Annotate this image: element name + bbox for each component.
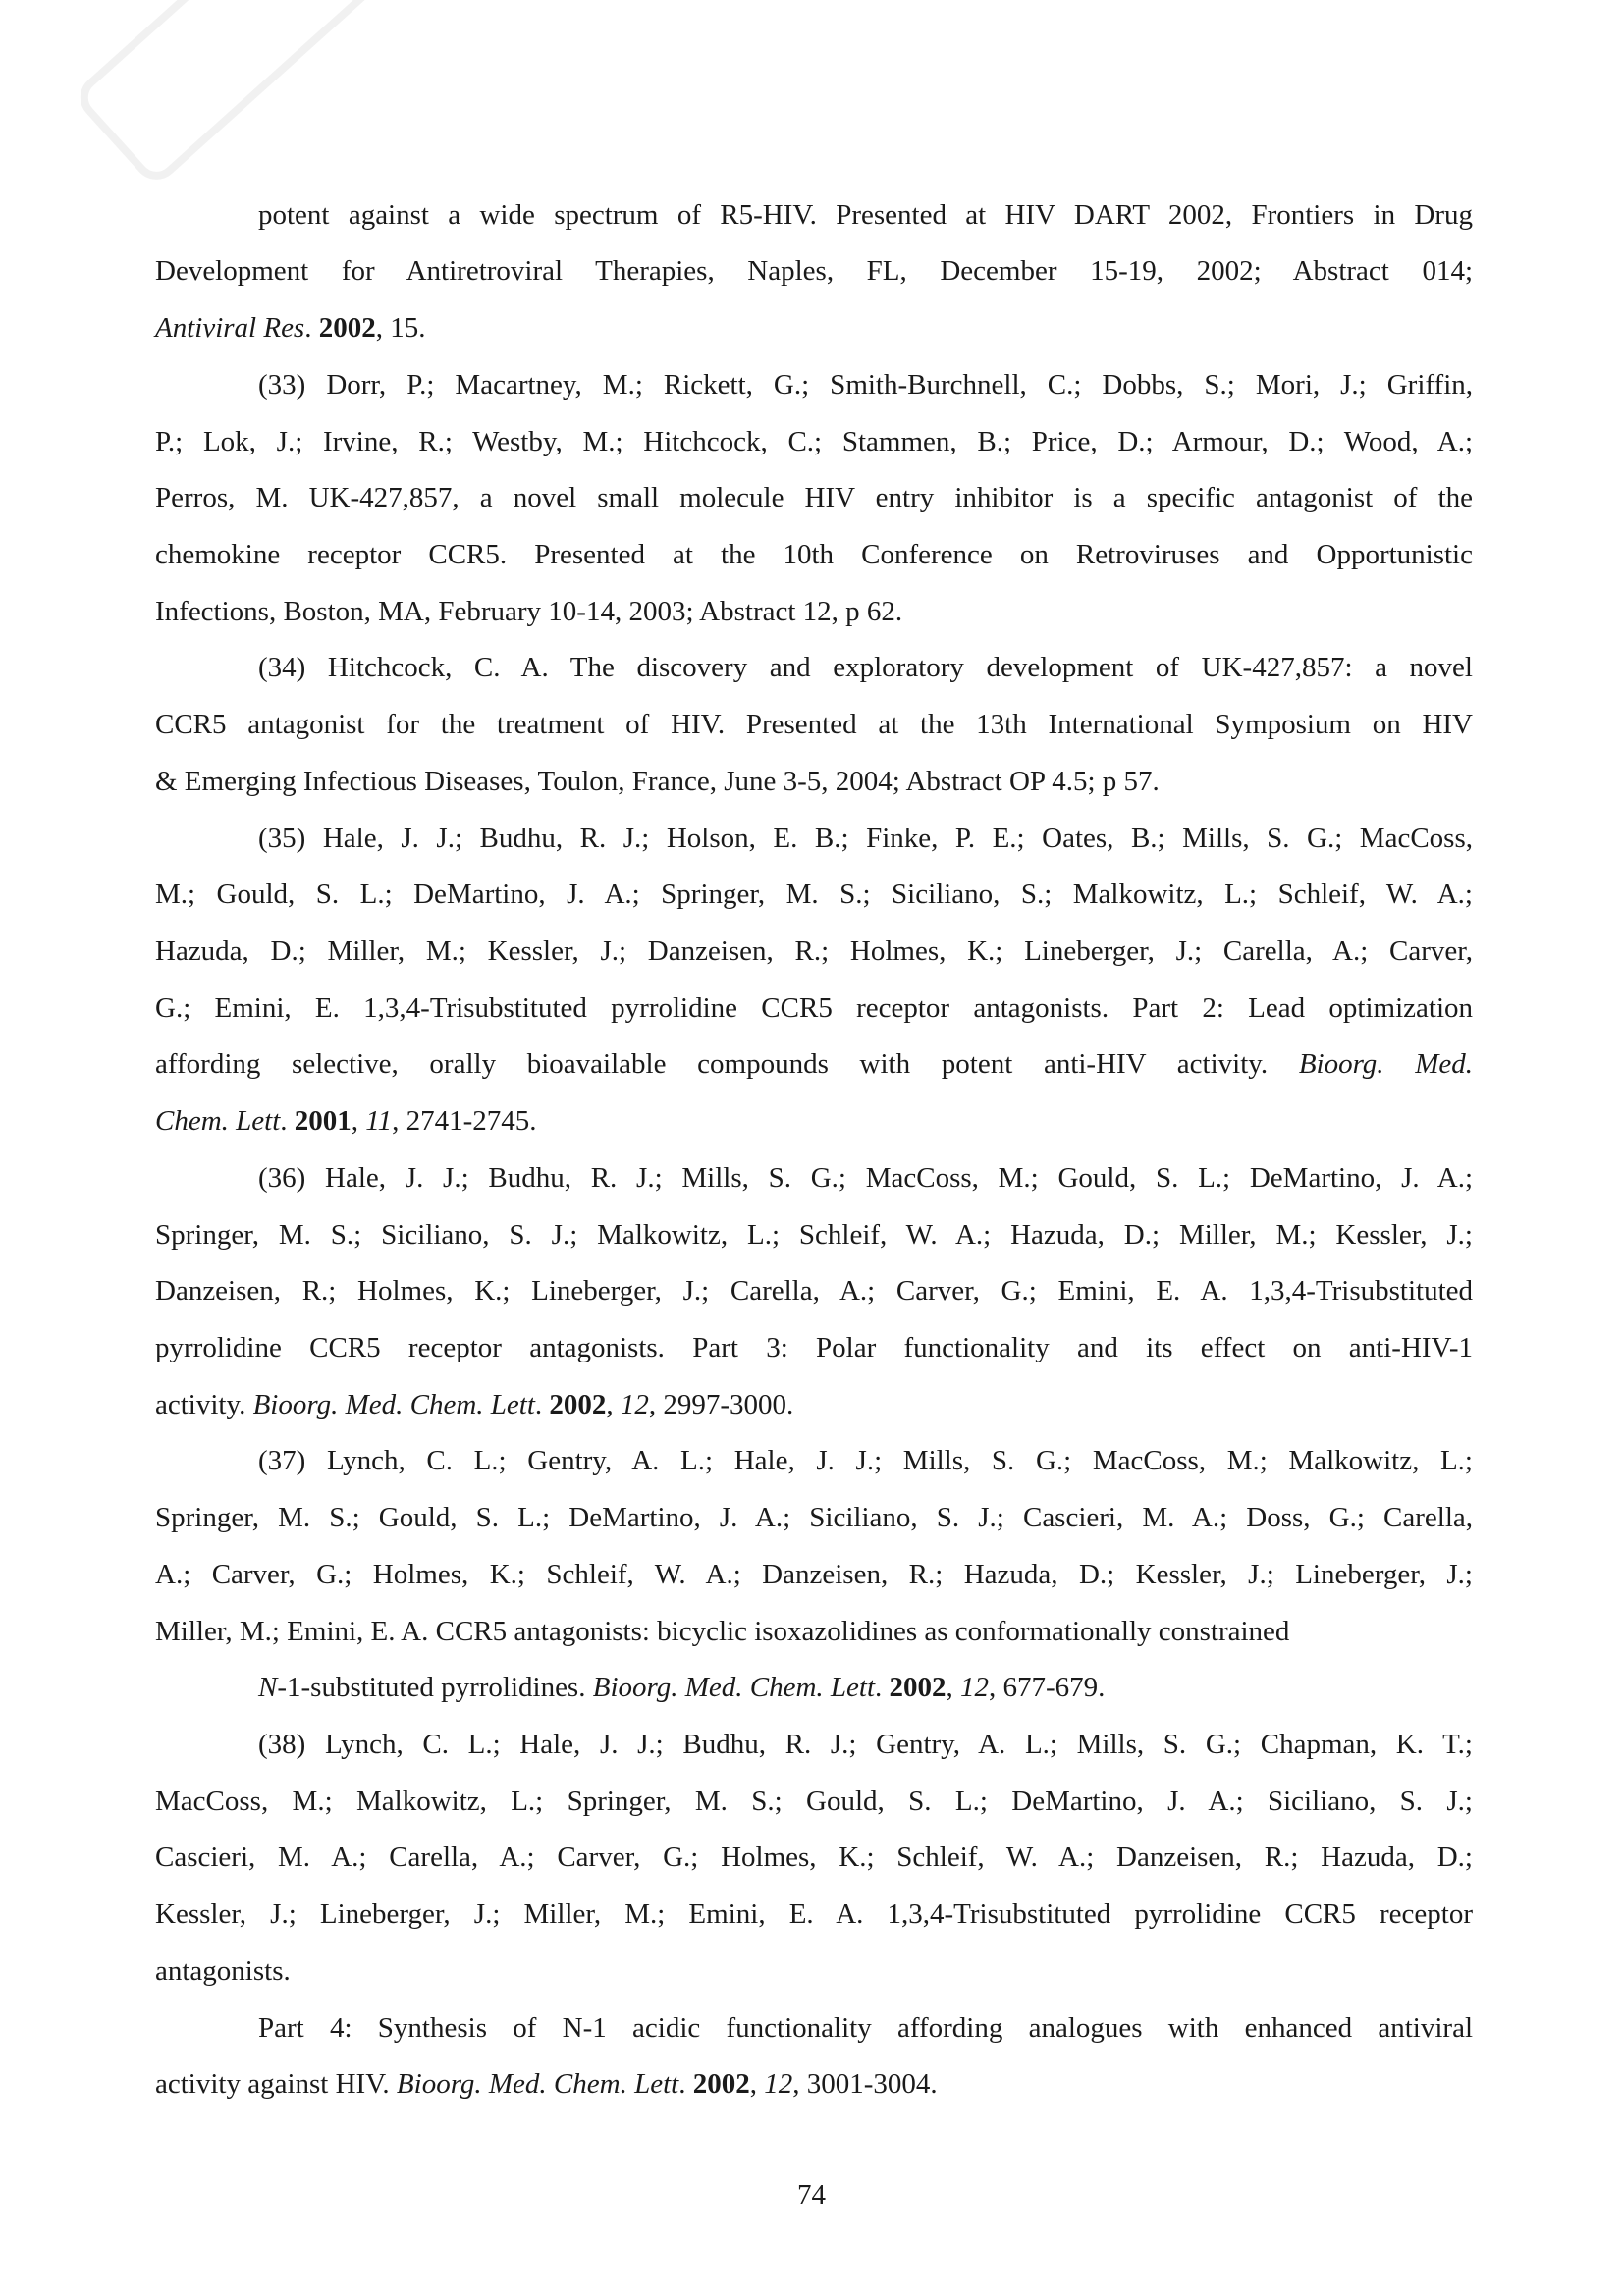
text-line [258,1668,1473,1707]
text-run: Springer, M. S.; Siciliano, S. J.; Malkowitz, L.; Schleif, W. A.; Hazuda, D.; Miller, M.; Kessler, J.; [155,1219,1473,1251]
text-line [155,308,1473,347]
text-line [155,1555,1473,1594]
text-line [155,1782,1473,1821]
text-run: Bioorg. Med. Chem. Lett [592,1672,876,1703]
text-run: Bioorg. Med. Chem. Lett [252,1389,535,1420]
text-line [155,1895,1473,1934]
text-run: CCR5 antagonist for the treatment of HIV. Presented at the 13th International Symposium on HIV [155,709,1473,740]
text-run: , [749,2068,765,2100]
text-run: 11 [365,1105,393,1137]
text-run: Bioorg. Med. [1298,1048,1474,1080]
text-run: Hazuda, D.; Miller, M.; Kessler, J.; Danzeisen, R.; Holmes, K.; Lineberger, J.; Carella, A.; Carver, [155,935,1473,967]
text-line [155,1101,1473,1141]
text-line [155,932,1473,971]
text-run: . [678,2068,693,2100]
text-line [155,2064,1473,2104]
text-run: , [946,1672,961,1703]
text-run: activity against HIV. [155,2068,397,2100]
text-run: M.; Gould, S. L.; DeMartino, J. A.; Springer, M. S.; Siciliano, S.; Malkowitz, L.; Schleif, W. A.; [155,879,1473,910]
text-line [155,1044,1473,1084]
text-run: (36) Hale, J. J.; Budhu, R. J.; Mills, S. G.; MacCoss, M.; Gould, S. L.; DeMartino, J. A.; [258,1162,1473,1194]
text-run: 12 [764,2068,793,2100]
text-run: Kessler, J.; Lineberger, J.; Miller, M.; Emini, E. A. 1,3,4-Trisubstituted pyrrolidine CCR5 receptor [155,1898,1473,1930]
text-run: Bioorg. Med. Chem. Lett [396,2068,679,2100]
text-run: 12 [960,1672,990,1703]
text-run: (33) Dorr, P.; Macartney, M.; Rickett, G.; Smith-Burchnell, C.; Dobbs, S.; Mori, J.; Griffin, [258,369,1473,400]
text-run: Development for Antiretroviral Therapies, Naples, FL, December 15-19, 2002; Abstract 014; [155,255,1473,287]
text-run: MacCoss, M.; Malkowitz, L.; Springer, M. S.; Gould, S. L.; DeMartino, J. A.; Siciliano, S. J.; [155,1786,1473,1817]
text-run: N [258,1672,278,1703]
text-line [155,251,1473,291]
text-run: , [606,1389,621,1420]
text-run: (35) Hale, J. J.; Budhu, R. J.; Holson, E. B.; Finke, P. E.; Oates, B.; Mills, S. G.; MacCoss, [258,823,1473,854]
text-run: Cascieri, M. A.; Carella, A.; Carver, G.; Holmes, K.; Schleif, W. A.; Danzeisen, R.; Hazuda, D.; [155,1842,1473,1873]
text-run: 12 [620,1389,649,1420]
text-run: Part 4: Synthesis of N-1 acidic functionality affording analogues with enhanced antiviral [258,2012,1473,2044]
text-run: 2002 [889,1672,947,1703]
text-run: , 2997-3000. [648,1389,794,1420]
text-line [258,1441,1473,1480]
text-run: & Emerging Infectious Diseases, Toulon, France, June 3-5, 2004; Abstract OP 4.5; p 57. [155,766,1160,797]
text-line [155,478,1473,517]
text-line [258,1725,1473,1764]
text-run: potent against a wide spectrum of R5-HIV. Presented at HIV DART 2002, Frontiers in Drug [258,199,1473,231]
text-run: (38) Lynch, C. L.; Hale, J. J.; Budhu, R. J.; Gentry, A. L.; Mills, S. G.; Chapman, K. T.; [258,1729,1473,1760]
text-line [155,1328,1473,1367]
text-run: 2002 [692,2068,750,2100]
text-run: . [280,1105,295,1137]
text-run: affording selective, orally bioavailable compounds with potent anti-HIV activity. [155,1048,1299,1080]
text-line [155,592,1473,631]
text-run: 2002 [549,1389,607,1420]
text-line [258,819,1473,858]
text-line [155,988,1473,1028]
text-line [155,705,1473,744]
text-run: chemokine receptor CCR5. Presented at the 10th Conference on Retroviruses and Opportunistic [155,539,1473,570]
text-line [258,365,1473,404]
text-run: . [534,1389,550,1420]
text-run: Springer, M. S.; Gould, S. L.; DeMartino, J. A.; Siciliano, S. J.; Cascieri, M. A.; Doss, G.; Carella, [155,1502,1473,1533]
text-run: P.; Lok, J.; Irvine, R.; Westby, M.; Hitchcock, C.; Stammen, B.; Price, D.; Armour, D.; Wood, A.; [155,426,1473,457]
text-run: (34) Hitchcock, C. A. The discovery and exploratory development of UK-427,857: a novel [258,652,1473,683]
text-line [155,1951,1473,1991]
text-run: Antiviral Res [155,312,305,344]
text-run: , [351,1105,366,1137]
text-run: antagonists. [155,1955,291,1987]
text-line [155,1271,1473,1310]
text-line [155,1215,1473,1255]
text-line [258,1158,1473,1198]
text-run: Miller, M.; Emini, E. A. CCR5 antagonists: bicyclic isoxazolidines as conformationally constrained [155,1616,1290,1647]
text-run: , 2741-2745. [392,1105,537,1137]
text-line [155,875,1473,914]
text-line [155,1838,1473,1877]
text-line [155,1498,1473,1537]
text-run: -1-substituted pyrrolidines. [277,1672,593,1703]
text-run: (37) Lynch, C. L.; Gentry, A. L.; Hale, J. J.; Mills, S. G.; MacCoss, M.; Malkowitz, L.; [258,1445,1473,1476]
text-run: G.; Emini, E. 1,3,4-Trisubstituted pyrrolidine CCR5 receptor antagonists. Part 2: Lead optimization [155,992,1473,1024]
text-run: 2001 [294,1105,352,1137]
text-run: Chem. Lett [155,1105,281,1137]
text-line [155,762,1473,801]
text-run: , 677-679. [989,1672,1106,1703]
text-run: Infections, Boston, MA, February 10-14, 2003; Abstract 12, p 62. [155,596,903,627]
text-line [155,1612,1473,1651]
text-run: , 3001-3004. [792,2068,938,2100]
text-line [258,648,1473,687]
text-line [258,2008,1473,2048]
text-run: pyrrolidine CCR5 receptor antagonists. Part 3: Polar functionality and its effect on anti-HIV-1 [155,1332,1473,1363]
text-run: Danzeisen, R.; Holmes, K.; Lineberger, J.; Carella, A.; Carver, G.; Emini, E. A. 1,3,4-Trisubstituted [155,1275,1473,1307]
text-line [155,422,1473,461]
text-line [155,535,1473,574]
text-run: . [875,1672,890,1703]
text-run: . [304,312,319,344]
text-line [258,195,1473,235]
page-number: 74 [797,2179,826,2211]
text-run: A.; Carver, G.; Holmes, K.; Schleif, W. A.; Danzeisen, R.; Hazuda, D.; Kessler, J.; Lineberger, J.; [155,1559,1473,1590]
text-line [155,1385,1473,1424]
text-run: Perros, M. UK-427,857, a novel small molecule HIV entry inhibitor is a specific antagonist of the [155,482,1473,513]
text-run: , 15. [375,312,426,344]
text-run: 2002 [318,312,376,344]
text-run: activity. [155,1389,253,1420]
